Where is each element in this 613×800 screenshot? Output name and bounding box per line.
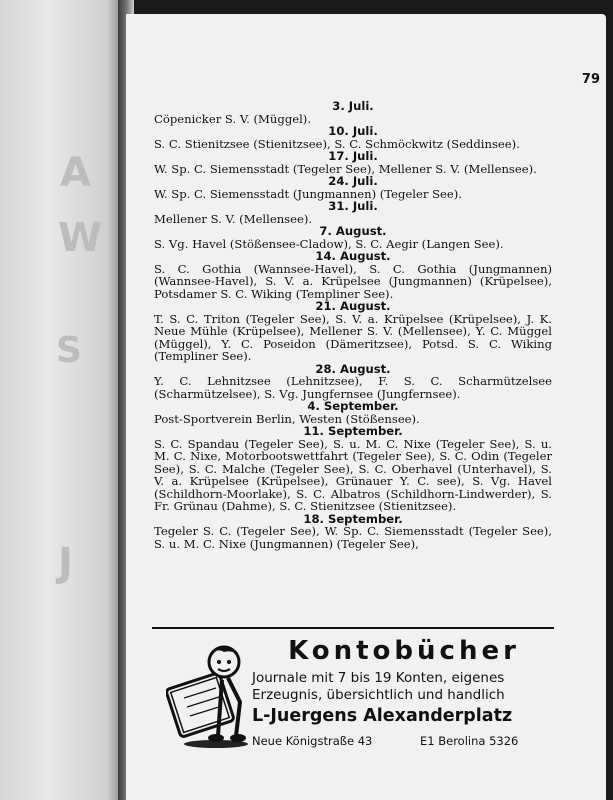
schedule-date: 7. August. xyxy=(319,224,387,238)
advertisement xyxy=(152,634,554,754)
schedule-entry xyxy=(154,150,552,175)
schedule-entry xyxy=(154,125,552,150)
schedule-entry xyxy=(154,400,552,425)
schedule-entry xyxy=(154,300,552,363)
schedule-entry xyxy=(154,100,552,125)
ad-text-line: Erzeugnis, übersichtlich und handlich xyxy=(252,687,505,703)
schedule-entry xyxy=(154,225,552,250)
schedule-clubs: W. Sp. C. Siemensstadt (Jungmannen) (Tegeler See). xyxy=(154,186,462,201)
mascot-carrying-ledger-illustration xyxy=(166,640,258,750)
schedule-clubs: W. Sp. C. Siemensstadt (Tegeler See), Mellener S. V. (Mellensee). xyxy=(154,161,537,176)
schedule-entry xyxy=(154,175,552,200)
bleed-through-mark: S xyxy=(56,330,82,371)
regatta-schedule xyxy=(154,100,552,550)
schedule-entry xyxy=(154,363,552,401)
schedule-date: 21. August. xyxy=(315,299,391,313)
bleed-through-mark: W xyxy=(58,215,103,261)
schedule-date: 11. September. xyxy=(303,424,403,438)
schedule-date: 28. August. xyxy=(315,361,391,376)
ad-brand: L-Juergens Alexanderplatz xyxy=(252,706,513,726)
page-number: 79 xyxy=(581,72,600,87)
schedule-date: 4. September. xyxy=(307,399,399,413)
schedule-clubs: S. C. Spandau (Tegeler See), S. u. M. C. Nixe (Tegeler See), S. u. M. C. Nixe, Motorbootswettfahrt (Tegeler See), S. C. Odin (Tegeler See), S. C. Malche (Tegeler See), S. C. Oberhavel (Unterhavel), S. V. a. Krüpelsee (Krüpelsee), Grünauer Y. C. see), S. Vg. Havel (Schildhorn-Moorlake), S. C. Albatros (Schildhorn-Lindwerder), S. Fr. Grünau (Dahme), S. C. Stienitzsee (Stienitzsee). xyxy=(154,436,552,513)
schedule-clubs: Mellener S. V. (Mellensee). xyxy=(154,211,313,226)
schedule-clubs: S. C. Gothia (Wannsee-Havel), S. C. Gothia (Jungmannen) (Wannsee-Havel), S. V. a. Krüpelsee (Jungmannen) (Krüpelsee), Potsdamer S. C. Wiking (Templiner See). xyxy=(154,261,552,301)
ad-text-line: Journale mit 7 bis 19 Konten, eigenes xyxy=(252,670,505,686)
schedule-clubs: Post-Sportverein Berlin, Westen (Stößensee). xyxy=(154,411,420,426)
bleed-through-mark: J xyxy=(58,540,73,586)
schedule-entry xyxy=(154,250,552,300)
schedule-clubs: S. Vg. Havel (Stößensee-Cladow), S. C. Aegir (Langen See). xyxy=(154,236,504,251)
schedule-date: 17. Juli. xyxy=(328,149,378,163)
schedule-date: 31. Juli. xyxy=(328,199,378,213)
left-page-edge xyxy=(0,0,122,800)
divider-rule xyxy=(152,627,554,629)
ad-address: Neue Königstraße 43 xyxy=(252,734,373,748)
schedule-clubs: Y. C. Lehnitzsee (Lehnitzsee), F. S. C. Scharmützelsee (Scharmützelsee), S. Vg. Jungfernsee (Jungfernsee). xyxy=(154,374,552,401)
schedule-date: 10. Juli. xyxy=(328,124,378,138)
schedule-clubs: Tegeler S. C. (Tegeler See), W. Sp. C. Siemensstadt (Tegeler See), S. u. M. C. Nixe (Jungmannen) (Tegeler See), xyxy=(154,524,552,551)
schedule-date: 24. Juli. xyxy=(328,174,378,188)
schedule-clubs: Cöpenicker S. V. (Müggel). xyxy=(154,111,312,126)
ad-phone: E1 Berolina 5326 xyxy=(420,734,519,748)
schedule-date: 3. Juli. xyxy=(332,99,374,113)
bleed-through-mark: A xyxy=(60,150,91,196)
book-page xyxy=(126,14,606,800)
schedule-clubs: S. C. Stienitzsee (Stienitzsee), S. C. Schmöckwitz (Seddinsee). xyxy=(154,136,520,151)
schedule-entry xyxy=(154,513,552,551)
schedule-date: 18. September. xyxy=(303,511,403,526)
schedule-entry xyxy=(154,425,552,513)
ad-title: Kontobücher xyxy=(288,636,520,666)
schedule-entry xyxy=(154,200,552,225)
schedule-clubs: T. S. C. Triton (Tegeler See), S. V. a. Krüpelsee (Krüpelsee), J. K. Neue Mühle (Krüpelsee), Mellener S. V. (Mellensee), Y. C. Müggel (Müggel), Y. C. Poseidon (Dämeritzsee), Potsd. S. C. Wiking (Templiner See). xyxy=(154,311,552,363)
schedule-date: 14. August. xyxy=(315,249,391,263)
